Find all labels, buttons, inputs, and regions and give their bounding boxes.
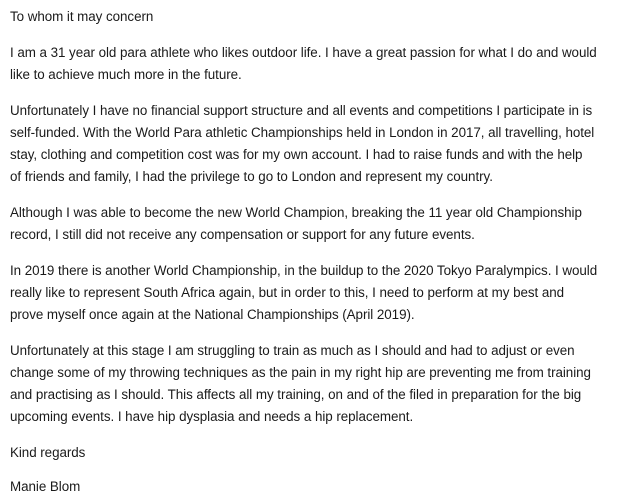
paragraph-line: stay, clothing and competition cost was for my own account. I had to raise funds and with the help	[10, 147, 583, 162]
letter-document	[10, 0, 636, 498]
signature-name: Manie Blom	[10, 479, 81, 494]
paragraph-line: In 2019 there is another World Championship, in the buildup to the 2020 Tokyo Paralympics. I would	[10, 263, 598, 278]
paragraph-line: like to achieve much more in the future.	[10, 67, 242, 82]
paragraph-injury	[10, 340, 636, 428]
paragraph-funding	[10, 100, 636, 188]
paragraph-line: really like to represent South Africa again, but in order to this, I need to perform at my best and	[10, 285, 565, 300]
paragraph-line: Although I was able to become the new World Champion, breaking the 11 year old Championship	[10, 205, 582, 220]
paragraph-line: upcoming events. I have hip dysplasia and needs a hip replacement.	[10, 409, 414, 424]
paragraph-line: self-funded. With the World Para athletic Championships held in London in 2017, all travelling, hotel	[10, 125, 595, 140]
letter-closing: Kind regards	[10, 445, 86, 460]
paragraph-intro	[10, 42, 636, 86]
paragraph-line: Unfortunately I have no financial support structure and all events and competitions I participate in is	[10, 103, 593, 118]
letter-salutation: To whom it may concern	[10, 9, 154, 24]
paragraph-line: of friends and family, I had the privilege to go to London and represent my country.	[10, 169, 493, 184]
paragraph-champion	[10, 202, 636, 246]
paragraph-line: Unfortunately at this stage I am struggling to train as much as I should and had to adjust or even	[10, 343, 575, 358]
paragraph-line: and practising as I should. This affects all my training, on and of the filed in preparation for the big	[10, 387, 582, 402]
paragraph-line: record, I still did not receive any compensation or support for any future events.	[10, 227, 475, 242]
paragraph-line: I am a 31 year old para athlete who likes outdoor life. I have a great passion for what I do and would	[10, 45, 597, 60]
paragraph-line: prove myself once again at the National Championships (April 2019).	[10, 307, 415, 322]
paragraph-line: change some of my throwing techniques as the pain in my right hip are preventing me from training	[10, 365, 591, 380]
paragraph-2019	[10, 260, 636, 326]
